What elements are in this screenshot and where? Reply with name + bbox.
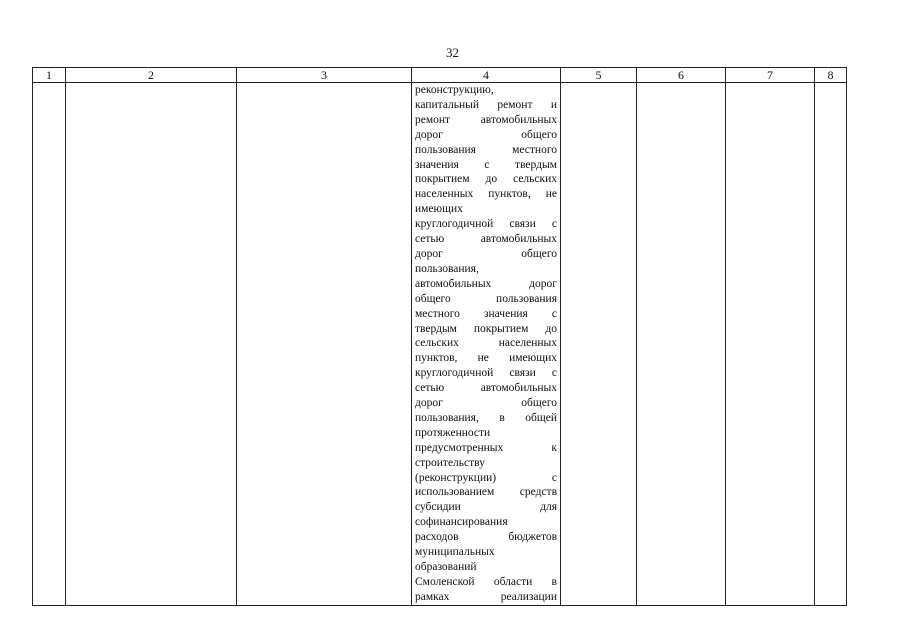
text-line: круглогодичной связи с	[415, 367, 557, 380]
text-line: пользования, в общей	[415, 411, 557, 424]
cell-col-6	[637, 83, 726, 606]
page-number: 32	[446, 45, 459, 60]
text-line: сетью автомобильных	[415, 233, 557, 246]
text-line: пользования местного	[415, 143, 557, 156]
text-line: пунктов, не имеющих	[415, 352, 557, 365]
text-line: местного значения с	[415, 307, 557, 320]
text-line: Смоленской области в	[415, 575, 557, 588]
column-header-3: 3	[237, 68, 412, 83]
text-line: расходов бюджетов	[415, 531, 557, 544]
text-line: предусмотренных к	[415, 441, 557, 454]
text-line: сетью автомобильных	[415, 382, 557, 395]
text-line: образований	[415, 561, 477, 573]
text-line: использованием средств	[415, 486, 557, 499]
column-header-6: 6	[637, 68, 726, 83]
cell-col-3	[237, 83, 412, 606]
cell-col-7	[726, 83, 815, 606]
cell-col-2	[66, 83, 237, 606]
text-line: автомобильных дорог	[415, 277, 557, 290]
column-header-1: 1	[33, 68, 66, 83]
text-line: софинансирования	[415, 516, 508, 529]
text-line: твердым покрытием до	[415, 322, 557, 335]
document-table	[32, 67, 847, 606]
column-header-7: 7	[726, 68, 815, 83]
text-line: населенных пунктов, не	[415, 188, 557, 201]
cell-col-5	[561, 83, 637, 606]
table-row	[33, 83, 847, 606]
text-line: покрытием до сельских	[415, 173, 557, 186]
text-line: муниципальных	[415, 546, 495, 559]
cell-col-1	[33, 83, 66, 606]
text-line: сельских населенных	[415, 337, 557, 350]
column-header-4: 4	[412, 68, 561, 83]
text-line: рамках реализации	[415, 590, 557, 603]
header-row	[33, 68, 847, 83]
cell-col-4	[412, 83, 561, 606]
column-header-2: 2	[66, 68, 237, 83]
text-line: субсидии для	[415, 501, 557, 514]
cell-col-8	[815, 83, 847, 606]
column-header-5: 5	[561, 68, 637, 83]
text-line: дорог общего	[415, 397, 557, 410]
text-line: имеющих	[415, 203, 463, 216]
text-line: круглогодичной связи с	[415, 218, 557, 231]
column-header-8: 8	[815, 68, 847, 83]
text-line: пользования,	[415, 262, 479, 275]
text-line: ремонт автомобильных	[415, 113, 557, 126]
text-line: дорог общего	[415, 128, 557, 141]
text-line: реконструкцию,	[415, 84, 494, 96]
text-line: значения с твердым	[415, 158, 557, 171]
text-line: (реконструкции) с	[415, 471, 557, 484]
cell-col-4-text	[415, 83, 557, 605]
text-line: строительству	[415, 456, 485, 469]
text-line: дорог общего	[415, 247, 557, 260]
text-line: капитальный ремонт и	[415, 98, 557, 111]
text-line: общего пользования	[415, 292, 557, 305]
text-line: протяженности	[415, 426, 491, 439]
